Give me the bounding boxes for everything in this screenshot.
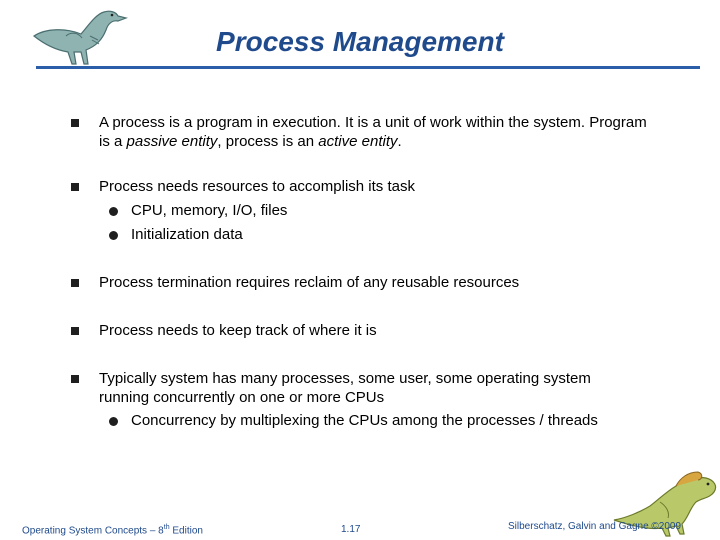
sub-bullet-text: CPU, memory, I/O, files: [131, 202, 288, 219]
footer-book-title-suffix: Edition: [169, 525, 203, 537]
bullet-text-part: A process is a program in execution. It is a unit of work within the system. Program is a: [99, 114, 647, 150]
title-underline: [36, 66, 700, 69]
square-bullet-icon: [71, 327, 79, 335]
bullet-text: [99, 113, 659, 151]
bullet-text-part-italic: active entity: [318, 133, 398, 150]
footer-superscript: th: [163, 524, 170, 531]
bullet-text: Process needs resources to accomplish its task: [99, 178, 415, 195]
sub-bullet-text: Concurrency by multiplexing the CPUs among the processes / threads: [131, 412, 598, 429]
square-bullet-icon: [71, 375, 79, 383]
bullet-text: Typically system has many processes, some user, some operating system running concurrently on one or more CPUs: [99, 370, 591, 406]
bullet-text-part-italic: passive entity: [126, 133, 218, 150]
round-bullet-icon: [109, 417, 118, 426]
bullet-text-part: , process is an: [217, 133, 319, 150]
round-bullet-icon: [109, 231, 118, 240]
footer-book-title-text: Operating System Concepts – 8: [22, 525, 164, 537]
square-bullet-icon: [71, 119, 79, 127]
footer-book-title: [22, 524, 203, 536]
round-bullet-icon: [109, 207, 118, 216]
footer-authors: Silberschatz, Galvin and Gagne ©2009: [508, 521, 682, 532]
square-bullet-icon: [71, 183, 79, 191]
bullet-text: Process needs to keep track of where it is: [99, 322, 377, 339]
bullet-text-part: .: [397, 133, 402, 150]
bullet-text: Process termination requires reclaim of any reusable resources: [99, 274, 520, 291]
square-bullet-icon: [71, 279, 79, 287]
slide-title: Process Management: [216, 26, 504, 57]
page-number: 1.17: [341, 524, 361, 535]
sub-bullet-text: Initialization data: [131, 226, 243, 243]
